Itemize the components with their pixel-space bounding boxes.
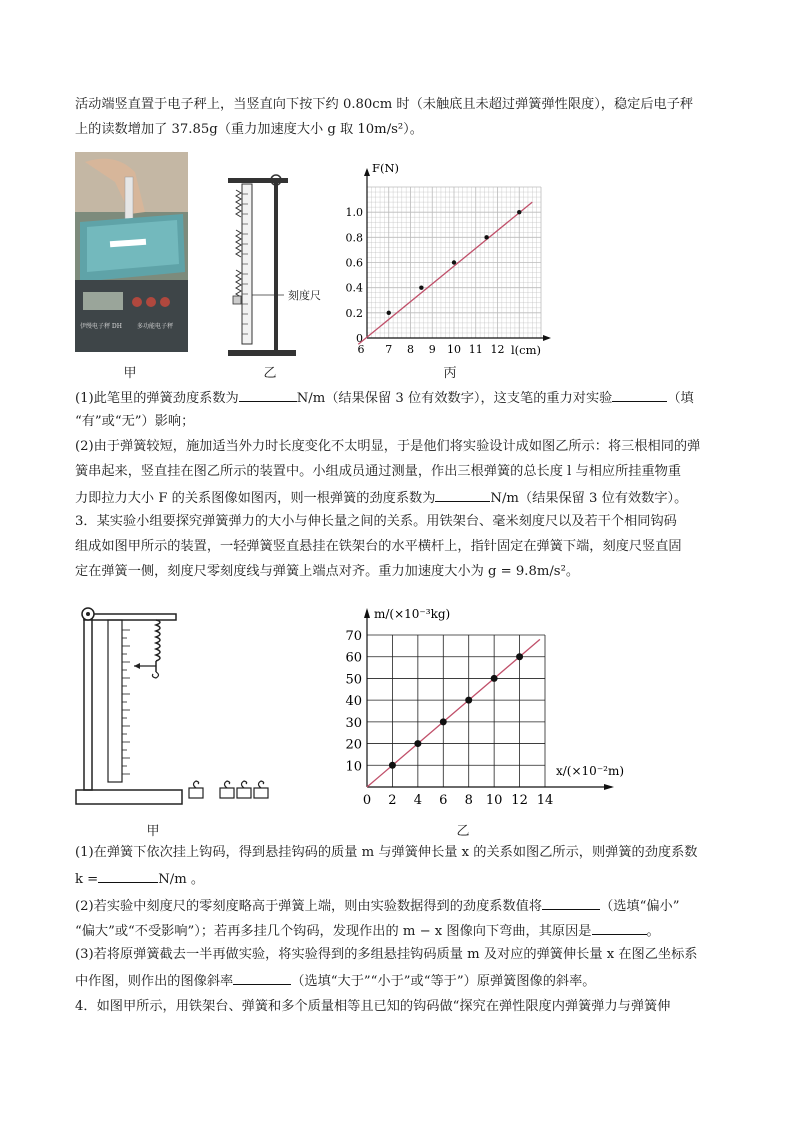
spring-stand-figure: [218, 170, 338, 360]
x-tick-label: 10: [485, 793, 503, 808]
mass-extension-graph: [340, 600, 640, 810]
answer-blank[interactable]: [542, 895, 600, 910]
question-line: 组成如图甲所示的装置，一轻弹簧竖直悬挂在铁架台的水平横杆上，指针固定在弹簧下端，刻度尺竖直固: [75, 539, 682, 554]
figure-caption: 乙: [456, 824, 470, 839]
answer-blank[interactable]: [592, 920, 647, 935]
x-tick-label: 9: [428, 343, 436, 356]
text-line: 活动端竖直置于电子秤上，当竖直向下按下约 0.80cm 时（未触底且未超过弹簧弹性限度），稳定后电子秤: [75, 97, 694, 112]
x-tick-label: 0: [362, 793, 372, 808]
question-line: (1)在弹簧下依次挂上钩码，得到悬挂钩码的质量 m 与弹簧伸长量 x 的关系如图乙所示，则弹簧的劲度系数: [75, 845, 698, 860]
y-tick-label: 60: [345, 650, 362, 666]
y-tick-label: 0.8: [345, 231, 363, 245]
x-tick-label: 14: [536, 793, 554, 808]
question-line: 定在弹簧一侧，刻度尺零刻度线与弹簧上端点对齐。重力加速度大小为 g = 9.8m/s²。: [75, 564, 580, 579]
y-tick-label: 70: [345, 629, 362, 644]
question-line: k = N/m 。: [75, 868, 204, 890]
x-tick-label: 12: [490, 343, 505, 356]
data-point: [517, 210, 521, 214]
question-line: 中作图，则作出的图像斜率 （选填“大于”“小于”或“等于”）原弹簧图像的斜率。: [75, 970, 595, 992]
data-point: [452, 260, 456, 264]
y-axis-arrow: [364, 168, 370, 176]
x-tick-label: 12: [511, 793, 528, 808]
data-point: [484, 235, 488, 239]
x-tick-label: 4: [413, 793, 422, 808]
y-axis-arrow: [364, 608, 370, 618]
data-point: [516, 653, 523, 660]
figure-caption: 丙: [443, 366, 457, 381]
y-tick-label: 0.2: [345, 306, 363, 320]
y-axis-label: F(N): [372, 161, 400, 175]
x-axis-label: l(cm): [511, 343, 541, 357]
iron-stand-figure: [72, 598, 297, 813]
question-line: (3)若将原弹簧截去一半再做实验，将实验得到的多组悬挂钩码质量 m 及对应的弹簧伸长量 x 在图乙坐标系: [75, 947, 698, 962]
question-line: “有”或“无”）影响；: [75, 414, 195, 429]
force-length-graph: [345, 152, 555, 362]
data-point: [419, 285, 423, 289]
question-line: 簧串起来，竖直挂在图乙所示的装置中。小组成员通过测量，作出三根弹簧的总长度 l 与相应所挂重物重: [75, 464, 682, 479]
text-line: 上的读数增加了 37.85g（重力加速度大小 g 取 10m/s²）。: [75, 122, 423, 137]
y-tick-label: 50: [345, 672, 362, 688]
x-tick-label: 6: [439, 793, 448, 808]
x-axis-arrow: [604, 784, 614, 790]
figure-caption: 乙: [263, 366, 277, 381]
y-tick-label: 10: [345, 759, 362, 775]
question-line: 3．某实验小组要探究弹簧弹力的大小与伸长量之间的关系。用铁架台、毫米刻度尺以及若干个相同钩码: [75, 514, 677, 529]
photo-text: 多功能电子秤: [137, 323, 174, 330]
question-line: (1)此笔里的弹簧劲度系数为 N/m（结果保留 3 位有效数字），这支笔的重力对实验 （填: [75, 387, 694, 409]
question-line: 4．如图甲所示，用铁架台、弹簧和多个质量相等且已知的钩码做“探究在弹性限度内弹簧弹力与弹簧伸: [75, 999, 671, 1014]
scale-photo: [75, 152, 188, 352]
x-tick-label: 7: [385, 343, 393, 356]
answer-blank[interactable]: [239, 387, 297, 402]
data-point: [387, 311, 391, 315]
question-line: (2)由于弹簧较短，施加适当外力时长度变化不太明显，于是他们将实验设计成如图乙所示：将三根相同的弹: [75, 439, 701, 454]
x-tick-label: 8: [407, 343, 414, 356]
figure-caption: 甲: [123, 366, 137, 381]
y-tick-label: 0.4: [345, 281, 363, 295]
data-point: [389, 762, 396, 769]
scale-label: 刻度尺: [288, 289, 321, 302]
x-tick-label: 6: [357, 343, 365, 356]
answer-blank[interactable]: [98, 868, 158, 883]
x-axis-arrow: [543, 335, 551, 341]
question-line: 力即拉力大小 F 的关系图像如图丙，则一根弹簧的劲度系数为 N/m（结果保留 3 位有效数字）。: [75, 487, 687, 509]
y-tick-label: 20: [345, 737, 362, 753]
y-tick-label: 40: [345, 694, 362, 710]
question-line: “偏大”或“不受影响”）；若再多挂几个钩码，发现作出的 m − x 图像向下弯曲，其原因是 。: [75, 920, 660, 942]
data-point: [465, 697, 472, 704]
data-point: [440, 718, 447, 725]
answer-blank[interactable]: [435, 487, 490, 502]
y-tick-label: 30: [345, 715, 362, 731]
x-tick-label: 11: [468, 343, 483, 356]
answer-blank[interactable]: [612, 387, 667, 402]
y-tick-label: 0: [356, 332, 363, 345]
y-tick-label: 1.0: [345, 206, 363, 220]
answer-blank[interactable]: [233, 970, 291, 985]
question-line: (2)若实验中刻度尺的零刻度略高于弹簧上端，则由实验数据得到的劲度系数值将 （选填“偏小”: [75, 895, 679, 917]
x-axis-label: x/(×10⁻²m): [556, 764, 625, 778]
x-tick-label: 8: [464, 793, 473, 808]
x-tick-label: 2: [388, 793, 397, 808]
data-point: [491, 675, 498, 682]
data-point: [414, 740, 421, 747]
x-tick-label: 10: [447, 343, 461, 356]
photo-text: 伊缦电子秤 DH: [80, 323, 122, 330]
figure-caption: 甲: [146, 824, 160, 839]
y-tick-label: 0.6: [345, 256, 363, 270]
y-axis-label: m/(×10⁻³kg): [374, 607, 451, 621]
